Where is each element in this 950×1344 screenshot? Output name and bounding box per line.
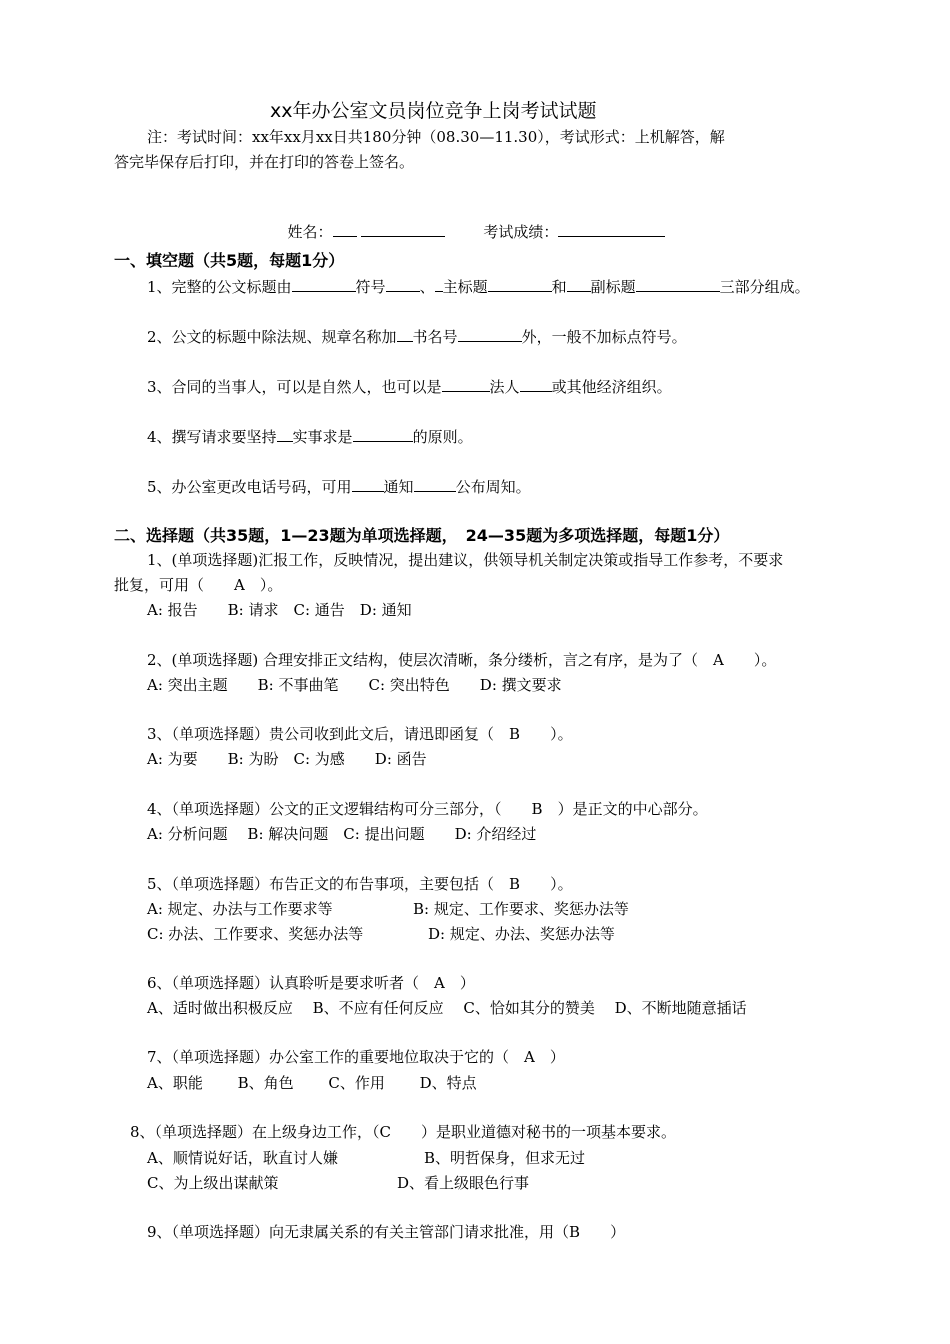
q1-text-b: 符号 [355,278,386,296]
choice-q4-line-1: 4、（单项选择题）公文的正文逻辑结构可分三部分，（ B ）是正文的中心部分。 [147,800,708,818]
choice-q8-line-1: 8、（单项选择题）在上级身边工作，（C ）是职业道德对秘书的一项基本要求。 [130,1123,677,1141]
choice-q8-option-c: C、为上级出谋献策 [147,1174,279,1192]
choice-q8-option-b: B、明哲保身，但求无过 [424,1149,586,1167]
q1-text-c: 、 [419,278,435,296]
q4-blank-1 [277,426,293,442]
name-blank-b [361,221,445,237]
q5-text-c: 公布周知。 [455,478,531,496]
q1-text-d: 主标题 [442,278,488,296]
choice-q9-line-1: 9、（单项选择题）向无隶属关系的有关主管部门请求批准，用（B ） [147,1223,626,1241]
choice-q2-line-1: 2、(单项选择题) 合理安排正文结构，使层次清晰，条分缕析，言之有序，是为了（ A ）。 [147,651,777,669]
q2-text-c: 外，一般不加标点符号。 [521,328,687,346]
q1-text-g: 三部分组成。 [719,278,810,296]
fill-question-3 [147,376,672,397]
q2-text-b: 书名号 [412,328,458,346]
choice-q3-options: A: 为要 B: 为盼 C: 为感 D: 函告 [147,750,427,768]
choice-q8-option-a: A、顺情说好话，耿直讨人嫌 [147,1149,338,1167]
q1-blank-1 [292,276,356,292]
q5-blank-1 [352,476,384,492]
fill-question-2 [147,326,687,347]
choice-q5-option-c: C: 办法、工作要求、奖惩办法等 [147,925,364,943]
q3-text-c: 或其他经济组织。 [551,378,672,396]
fill-question-4 [147,426,473,447]
exam-note-line-2: 答完毕保存后打印，并在打印的答卷上签名。 [114,153,415,171]
choice-q6-line-1: 6、（单项选择题）认真聆听是要求听者（ A ） [147,974,475,992]
q4-text-b: 实事求是 [292,428,353,446]
q1-blank-3 [435,276,443,292]
page-title: xx年办公室文员岗位竞争上岗考试试题 [270,100,597,122]
q3-text-b: 法人 [489,378,520,396]
q5-text-b: 通知 [383,478,414,496]
choice-q7-line-1: 7、（单项选择题）办公室工作的重要地位取决于它的（ A ） [147,1048,565,1066]
exam-note-line-1: 注：考试时间：xx年xx月xx日共180分钟（08.30—11.30），考试形式：上机解答，解 [147,128,725,146]
choice-q1-line-1: 1、(单项选择题)汇报工作，反映情况，提出建议，供领导机关制定决策或指导工作参考，不要求 [147,551,784,569]
q3-text-a: 3、合同的当事人，可以是自然人，也可以是 [147,378,442,396]
choice-q5-line-1: 5、（单项选择题）布告正文的布告事项，主要包括（ B ）。 [147,875,573,893]
q1-blank-6 [636,276,720,292]
choice-q5-option-b: B: 规定、工作要求、奖惩办法等 [413,900,629,918]
q1-blank-5 [567,276,591,292]
fill-question-5 [147,476,531,497]
q2-text-a: 2、公文的标题中除法规、规章名称加 [147,328,397,346]
choice-q8-option-d: D、看上级眼色行事 [397,1174,530,1192]
q4-blank-2 [353,426,413,442]
choice-q3-line-1: 3、（单项选择题）贵公司收到此文后，请迅即函复（ B ）。 [147,725,573,743]
q3-blank-1 [442,376,490,392]
name-label: 姓名： [287,223,333,241]
q2-blank-2 [458,326,522,342]
choice-q6-options: A、适时做出积极反应 B、不应有任何反应 C、恰如其分的赞美 D、不断地随意插话 [147,999,747,1017]
score-label: 考试成绩： [483,223,559,241]
choice-q1-line-2: 批复，可用（ A ）。 [114,576,283,594]
section-2-heading: 二、选择题（共35题，1—23题为单项选择题， 24—35题为多项选择题，每题1分） [114,526,730,545]
choice-q4-options: A: 分析问题 B: 解决问题 C: 提出问题 D: 介绍经过 [147,825,537,843]
q1-blank-2 [386,276,420,292]
choice-q1-options: A: 报告 B: 请求 C: 通告 D: 通知 [147,601,412,619]
q1-text-a: 1、完整的公文标题由 [147,278,292,296]
candidate-info-row [278,201,665,242]
q1-blank-4 [488,276,552,292]
q3-blank-2 [520,376,552,392]
q5-text-a: 5、办公室更改电话号码，可用 [147,478,352,496]
name-blank-a [333,221,357,237]
choice-q7-options: A、职能 B、角色 C、作用 D、特点 [147,1074,477,1092]
score-blank [558,221,665,237]
q2-blank-1 [397,326,413,342]
choice-q5-option-a: A: 规定、办法与工作要求等 [147,900,333,918]
q1-text-e: 和 [551,278,567,296]
fill-question-1 [147,276,810,297]
q5-blank-2 [414,476,456,492]
q1-text-f: 副标题 [590,278,636,296]
choice-q5-option-d: D: 规定、办法、奖惩办法等 [428,925,615,943]
q4-text-a: 4、撰写请求要坚持 [147,428,277,446]
choice-q2-options: A: 突出主题 B: 不事曲笔 C: 突出特色 D: 撰文要求 [147,676,562,694]
q4-text-c: 的原则。 [412,428,473,446]
section-1-heading: 一、填空题（共5题，每题1分） [114,251,345,270]
